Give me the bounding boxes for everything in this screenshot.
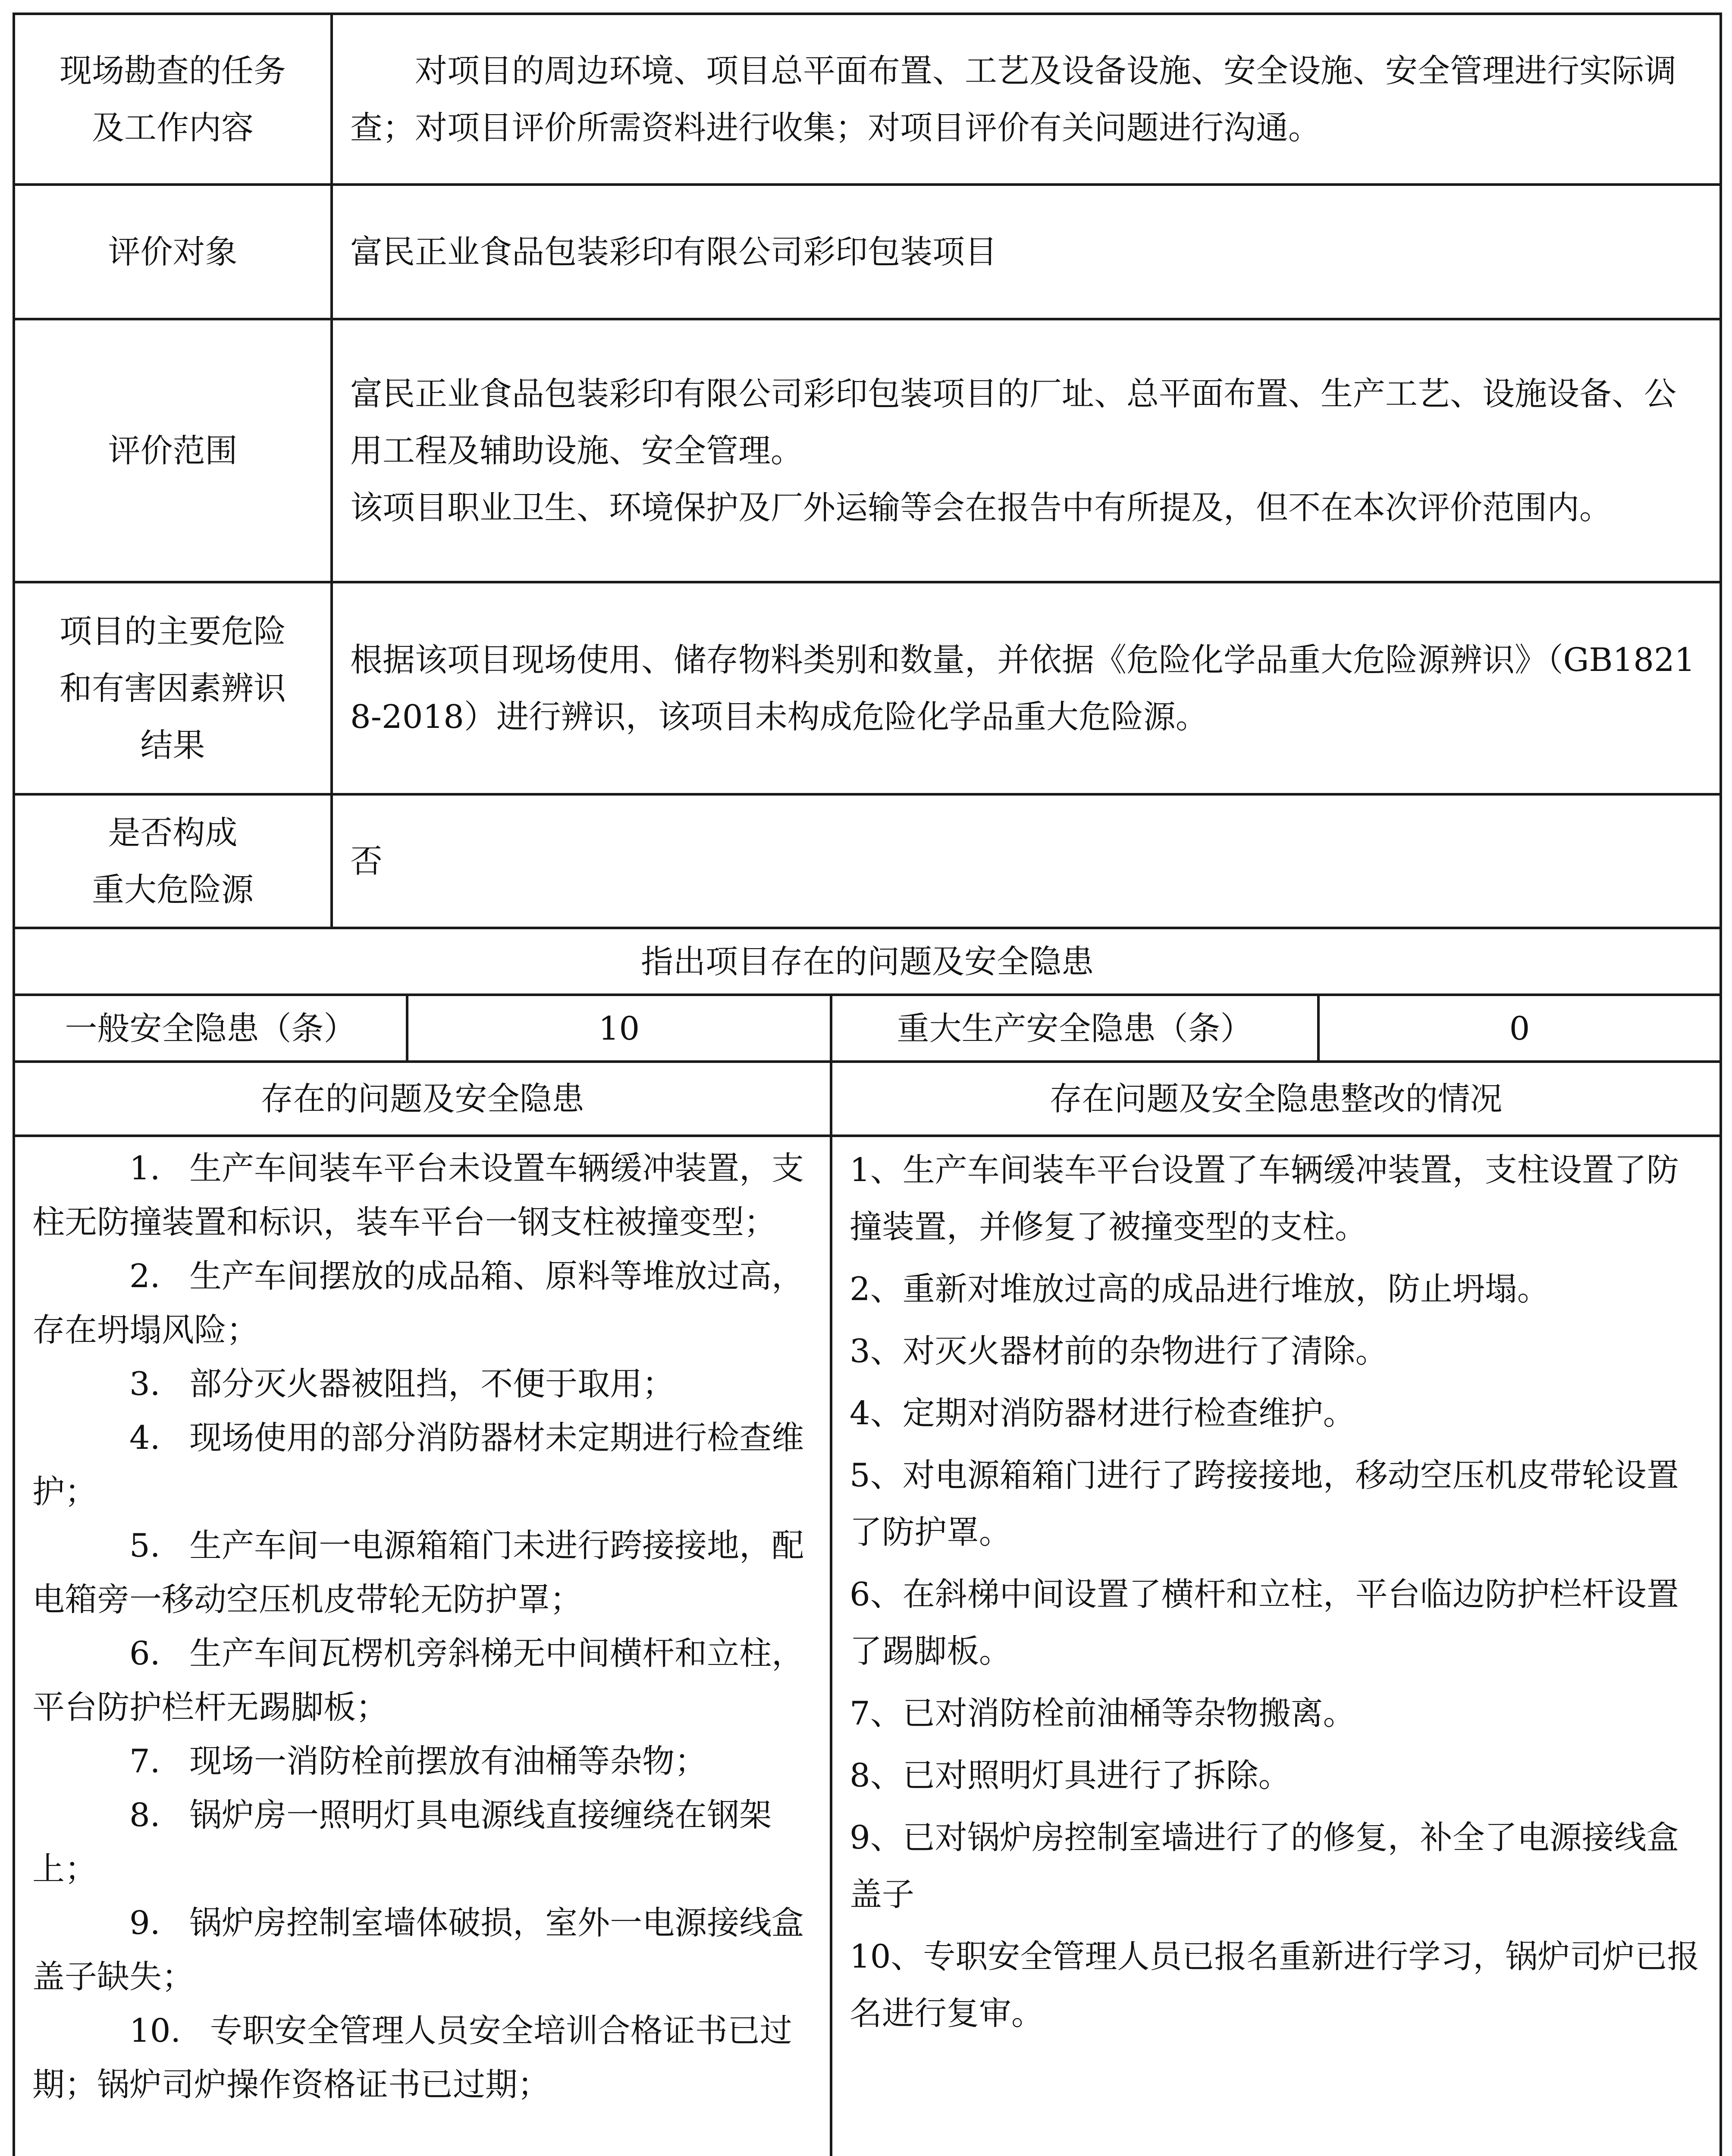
issue-text: 锅炉房一照明灯具电源线直接缠绕在钢架上； — [32, 1796, 772, 1888]
fix-item: 8、已对照明灯具进行了拆除。 — [850, 1756, 1291, 1794]
task-label: 现场勘查的任务 及工作内容 — [14, 14, 332, 185]
issue-number: 7. — [129, 1742, 160, 1780]
issue-item — [32, 1896, 813, 2004]
major-hazard-row — [14, 794, 1721, 928]
fix-item: 6、在斜梯中间设置了横杆和立柱，平台临边防护栏杆设置了踢脚板。 — [850, 1575, 1679, 1670]
hazard-row — [14, 582, 1721, 794]
issue-number: 5. — [129, 1526, 160, 1564]
object-label: 评价对象 — [14, 185, 332, 319]
scope-content — [332, 319, 1721, 582]
task-content: 对项目的周边环境、项目总平面布置、工艺及设备设施、安全设施、安全管理进行实际调查；对项目评价所需资料进行收集；对项目评价有关问题进行沟通。 — [332, 14, 1721, 185]
fix-item: 4、定期对消防器材进行检查维护。 — [850, 1394, 1355, 1432]
issue-text: 专职安全管理人员安全培训合格证书已过期；锅炉司炉操作资格证书已过期； — [32, 2012, 792, 2103]
issue-number: 4. — [129, 1419, 160, 1457]
fix-item: 7、已对消防栓前油桶等杂物搬离。 — [850, 1694, 1355, 1732]
task-row — [14, 14, 1721, 185]
hazard-content: 根据该项目现场使用、储存物料类别和数量，并依据《危险化学品重大危险源辨识》（GB18218-2018）进行辨识，该项目未构成危险化学品重大危险源。 — [332, 582, 1721, 794]
issue-number: 1. — [129, 1149, 160, 1187]
scope-row — [14, 319, 1721, 582]
fixes-column-header: 存在问题及安全隐患整改的情况 — [831, 1062, 1721, 1136]
issue-number: 2. — [129, 1257, 160, 1295]
issue-item — [32, 2004, 813, 2112]
counts-row — [14, 995, 1721, 1062]
major-hazard-content: 否 — [332, 794, 1721, 928]
issue-number: 10. — [129, 2012, 181, 2049]
issue-item — [32, 1519, 813, 1626]
issue-text: 生产车间瓦楞机旁斜梯无中间横杆和立柱，平台防护栏杆无踢脚板； — [32, 1634, 804, 1726]
issue-item — [32, 1141, 813, 1249]
issue-text: 生产车间装车平台未设置车辆缓冲装置，支柱无防撞装置和标识，装车平台一钢支柱被撞变型； — [32, 1149, 804, 1241]
issue-item — [32, 1357, 813, 1411]
issues-list — [14, 1136, 831, 2156]
evaluation-table — [13, 13, 1722, 2156]
issue-number: 6. — [129, 1634, 160, 1672]
issue-item — [32, 1249, 813, 1357]
major-hazard-count-label: 重大生产安全隐患（条） — [831, 995, 1318, 1062]
object-row — [14, 185, 1721, 319]
issue-text: 生产车间一电源箱箱门未进行跨接接地，配电箱旁一移动空压机皮带轮无防护罩； — [32, 1526, 804, 1618]
issue-number: 8. — [129, 1796, 160, 1834]
fix-item: 9、已对锅炉房控制室墙进行了的修复，补全了电源接线盒盖子 — [850, 1818, 1679, 1913]
issue-number: 3. — [129, 1365, 160, 1403]
scope-paragraph-2: 该项目职业卫生、环境保护及厂外运输等会在报告中有所提及，但不在本次评价范围内。 — [350, 489, 1612, 526]
issues-detail-row — [14, 1136, 1721, 2156]
issues-section-title: 指出项目存在的问题及安全隐患 — [14, 928, 1721, 995]
general-hazard-label: 一般安全隐患（条） — [14, 995, 407, 1062]
issue-text: 部分灭火器被阻挡，不便于取用； — [189, 1365, 675, 1403]
issue-item — [32, 1788, 813, 1896]
issue-text: 现场一消防栓前摆放有油桶等杂物； — [189, 1742, 707, 1780]
issue-text: 锅炉房控制室墙体破损，室外一电源接线盒盖子缺失； — [32, 1904, 804, 1996]
hazard-label: 项目的主要危险 和有害因素辨识 结果 — [14, 582, 332, 794]
columns-header-row — [14, 1062, 1721, 1136]
issue-text: 生产车间摆放的成品箱、原料等堆放过高，存在坍塌风险； — [32, 1257, 804, 1349]
major-hazard-count: 0 — [1318, 995, 1721, 1062]
issues-column-header: 存在的问题及安全隐患 — [14, 1062, 831, 1136]
fix-item: 5、对电源箱箱门进行了跨接接地，移动空压机皮带轮设置了防护罩。 — [850, 1456, 1679, 1551]
issue-item — [32, 1411, 813, 1519]
scope-paragraph-1: 富民正业食品包装彩印有限公司彩印包装项目的厂址、总平面布置、生产工艺、设施设备、公用工程及辅助设施、安全管理。 — [350, 375, 1677, 470]
fix-item: 1、生产车间装车平台设置了车辆缓冲装置，支柱设置了防撞装置，并修复了被撞变型的支柱。 — [850, 1151, 1679, 1246]
issue-item — [32, 1734, 813, 1788]
issues-section-row — [14, 928, 1721, 995]
issue-item — [32, 1626, 813, 1734]
issue-text: 现场使用的部分消防器材未定期进行检查维护； — [32, 1419, 804, 1510]
scope-label: 评价范围 — [14, 319, 332, 582]
general-hazard-count: 10 — [407, 995, 831, 1062]
fix-item: 10、专职安全管理人员已报名重新进行学习，锅炉司炉已报名进行复审。 — [850, 1937, 1700, 2032]
issue-number: 9. — [129, 1904, 160, 1942]
object-content: 富民正业食品包装彩印有限公司彩印包装项目 — [332, 185, 1721, 319]
major-hazard-label: 是否构成 重大危险源 — [14, 794, 332, 928]
fix-item: 2、重新对堆放过高的成品进行堆放，防止坍塌。 — [850, 1270, 1550, 1308]
fixes-list — [831, 1136, 1721, 2156]
fix-item: 3、对灭火器材前的杂物进行了清除。 — [850, 1332, 1388, 1370]
